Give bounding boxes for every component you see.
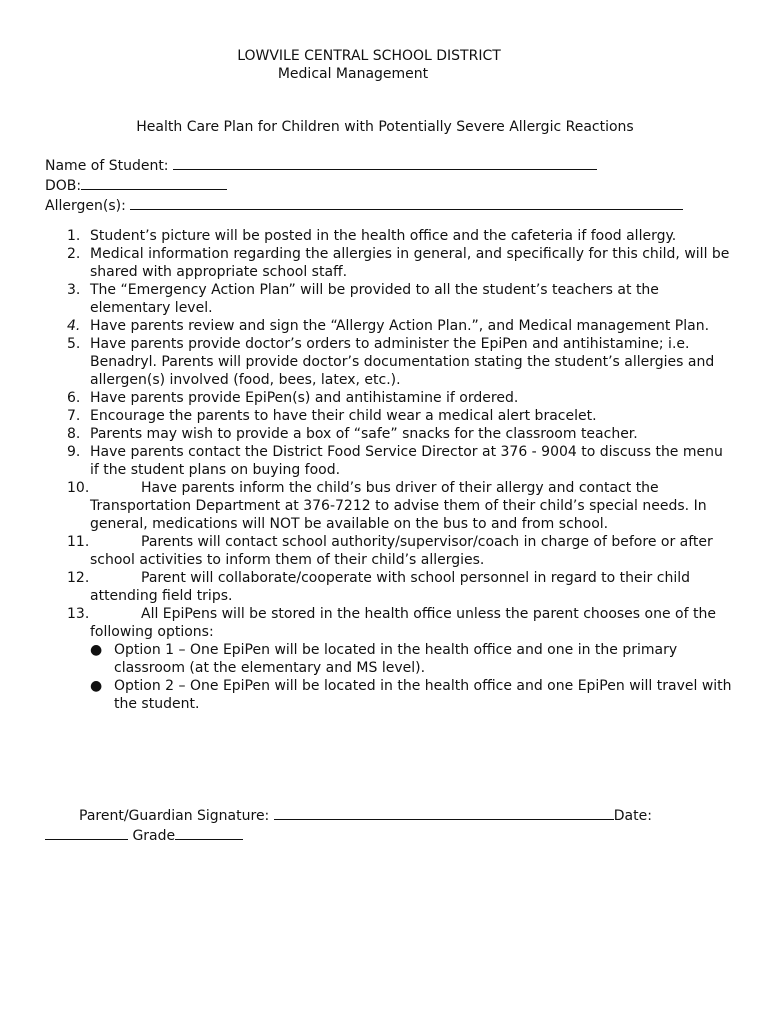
list-item: 9. Have parents contact the District Food Service Director at 376 - 9004 to discuss the menu if the student plans on buying food. xyxy=(67,444,723,478)
department-name: Medical Management xyxy=(277,66,429,82)
dob-row xyxy=(45,175,745,195)
option-item: ● Option 1 – One EpiPen will be located in the health office and one in the primary classroom (at the elementary and MS level). xyxy=(90,642,678,676)
list-item: 2. Medical information regarding the allergies in general, and specifically for this child, will be shared with appropriate school staff. xyxy=(67,246,730,280)
list-item: 13. All EpiPens will be stored in the health office unless the parent chooses one of the following options: ● Option 1 – One EpiPen will be located in the health office and one in the primary classroom (at the elementary and MS level). ● Option 2 – One EpiPen will be located in the health office and one EpiPen will travel with the student. xyxy=(45,605,735,713)
plan-items-list xyxy=(45,227,735,713)
district-name: LOWVILE CENTRAL SCHOOL DISTRICT xyxy=(237,48,501,64)
list-item: 12. Parent will collaborate/cooperate with school personnel in regard to their child attending field trips. xyxy=(67,570,690,604)
dob-label: DOB: xyxy=(45,178,82,194)
student-name-row xyxy=(45,155,745,175)
list-item: 8. Parents may wish to provide a box of “safe” snacks for the classroom teacher. xyxy=(67,426,638,442)
parent-signature-label: Parent/Guardian Signature: xyxy=(79,808,270,824)
list-item: 6. Have parents provide EpiPen(s) and antihistamine if ordered. xyxy=(67,390,519,406)
list-item: 11. Parents will contact school authority/supervisor/coach in charge of before or after school activities to inform them of their child’s allergies. xyxy=(67,534,713,568)
parent-signature-field[interactable] xyxy=(274,805,614,820)
student-fields xyxy=(45,155,745,215)
signature-block xyxy=(45,805,735,845)
plan-title: Health Care Plan for Children with Potentially Severe Allergic Reactions xyxy=(136,119,634,135)
grade-field[interactable] xyxy=(175,825,243,840)
date-field[interactable] xyxy=(45,825,128,840)
list-item: 5. Have parents provide doctor’s orders to administer the EpiPen and antihistamine; i.e. Benadryl. Parents will provide doctor’s documentation stating the student’s allergies and allergen(s) involved (food, bees, latex, etc.). xyxy=(67,336,715,388)
grade-label: Grade xyxy=(132,828,176,844)
allergen-label: Allergen(s): xyxy=(45,198,126,214)
epipen-options-list xyxy=(90,641,735,713)
student-name-label: Name of Student: xyxy=(45,158,169,174)
bullet-icon: ● xyxy=(90,642,103,658)
date-grade-row xyxy=(45,825,735,845)
list-item: 4. Have parents review and sign the “Allergy Action Plan.”, and Medical management Plan. xyxy=(67,318,710,334)
dob-field[interactable] xyxy=(81,175,227,190)
allergen-field[interactable] xyxy=(130,195,683,210)
list-item: 7. Encourage the parents to have their child wear a medical alert bracelet. xyxy=(67,408,597,424)
list-item: 1. Student’s picture will be posted in the health office and the cafeteria if food allergy. xyxy=(67,228,677,244)
allergen-row xyxy=(45,195,745,215)
date-label: Date: xyxy=(613,808,652,824)
list-item: 10. Have parents inform the child’s bus driver of their allergy and contact the Transportation Department at 376-7212 to advise them of their child’s special needs. In general, medications will NOT be available on the bus to and from school. xyxy=(67,480,707,532)
bullet-icon: ● xyxy=(90,678,103,694)
option-item: ● Option 2 – One EpiPen will be located in the health office and one EpiPen will travel with the student. xyxy=(90,678,732,712)
student-name-field[interactable] xyxy=(173,155,597,170)
list-item: 3. The “Emergency Action Plan” will be provided to all the student’s teachers at the elementary level. xyxy=(67,282,659,316)
signature-row xyxy=(45,805,735,825)
